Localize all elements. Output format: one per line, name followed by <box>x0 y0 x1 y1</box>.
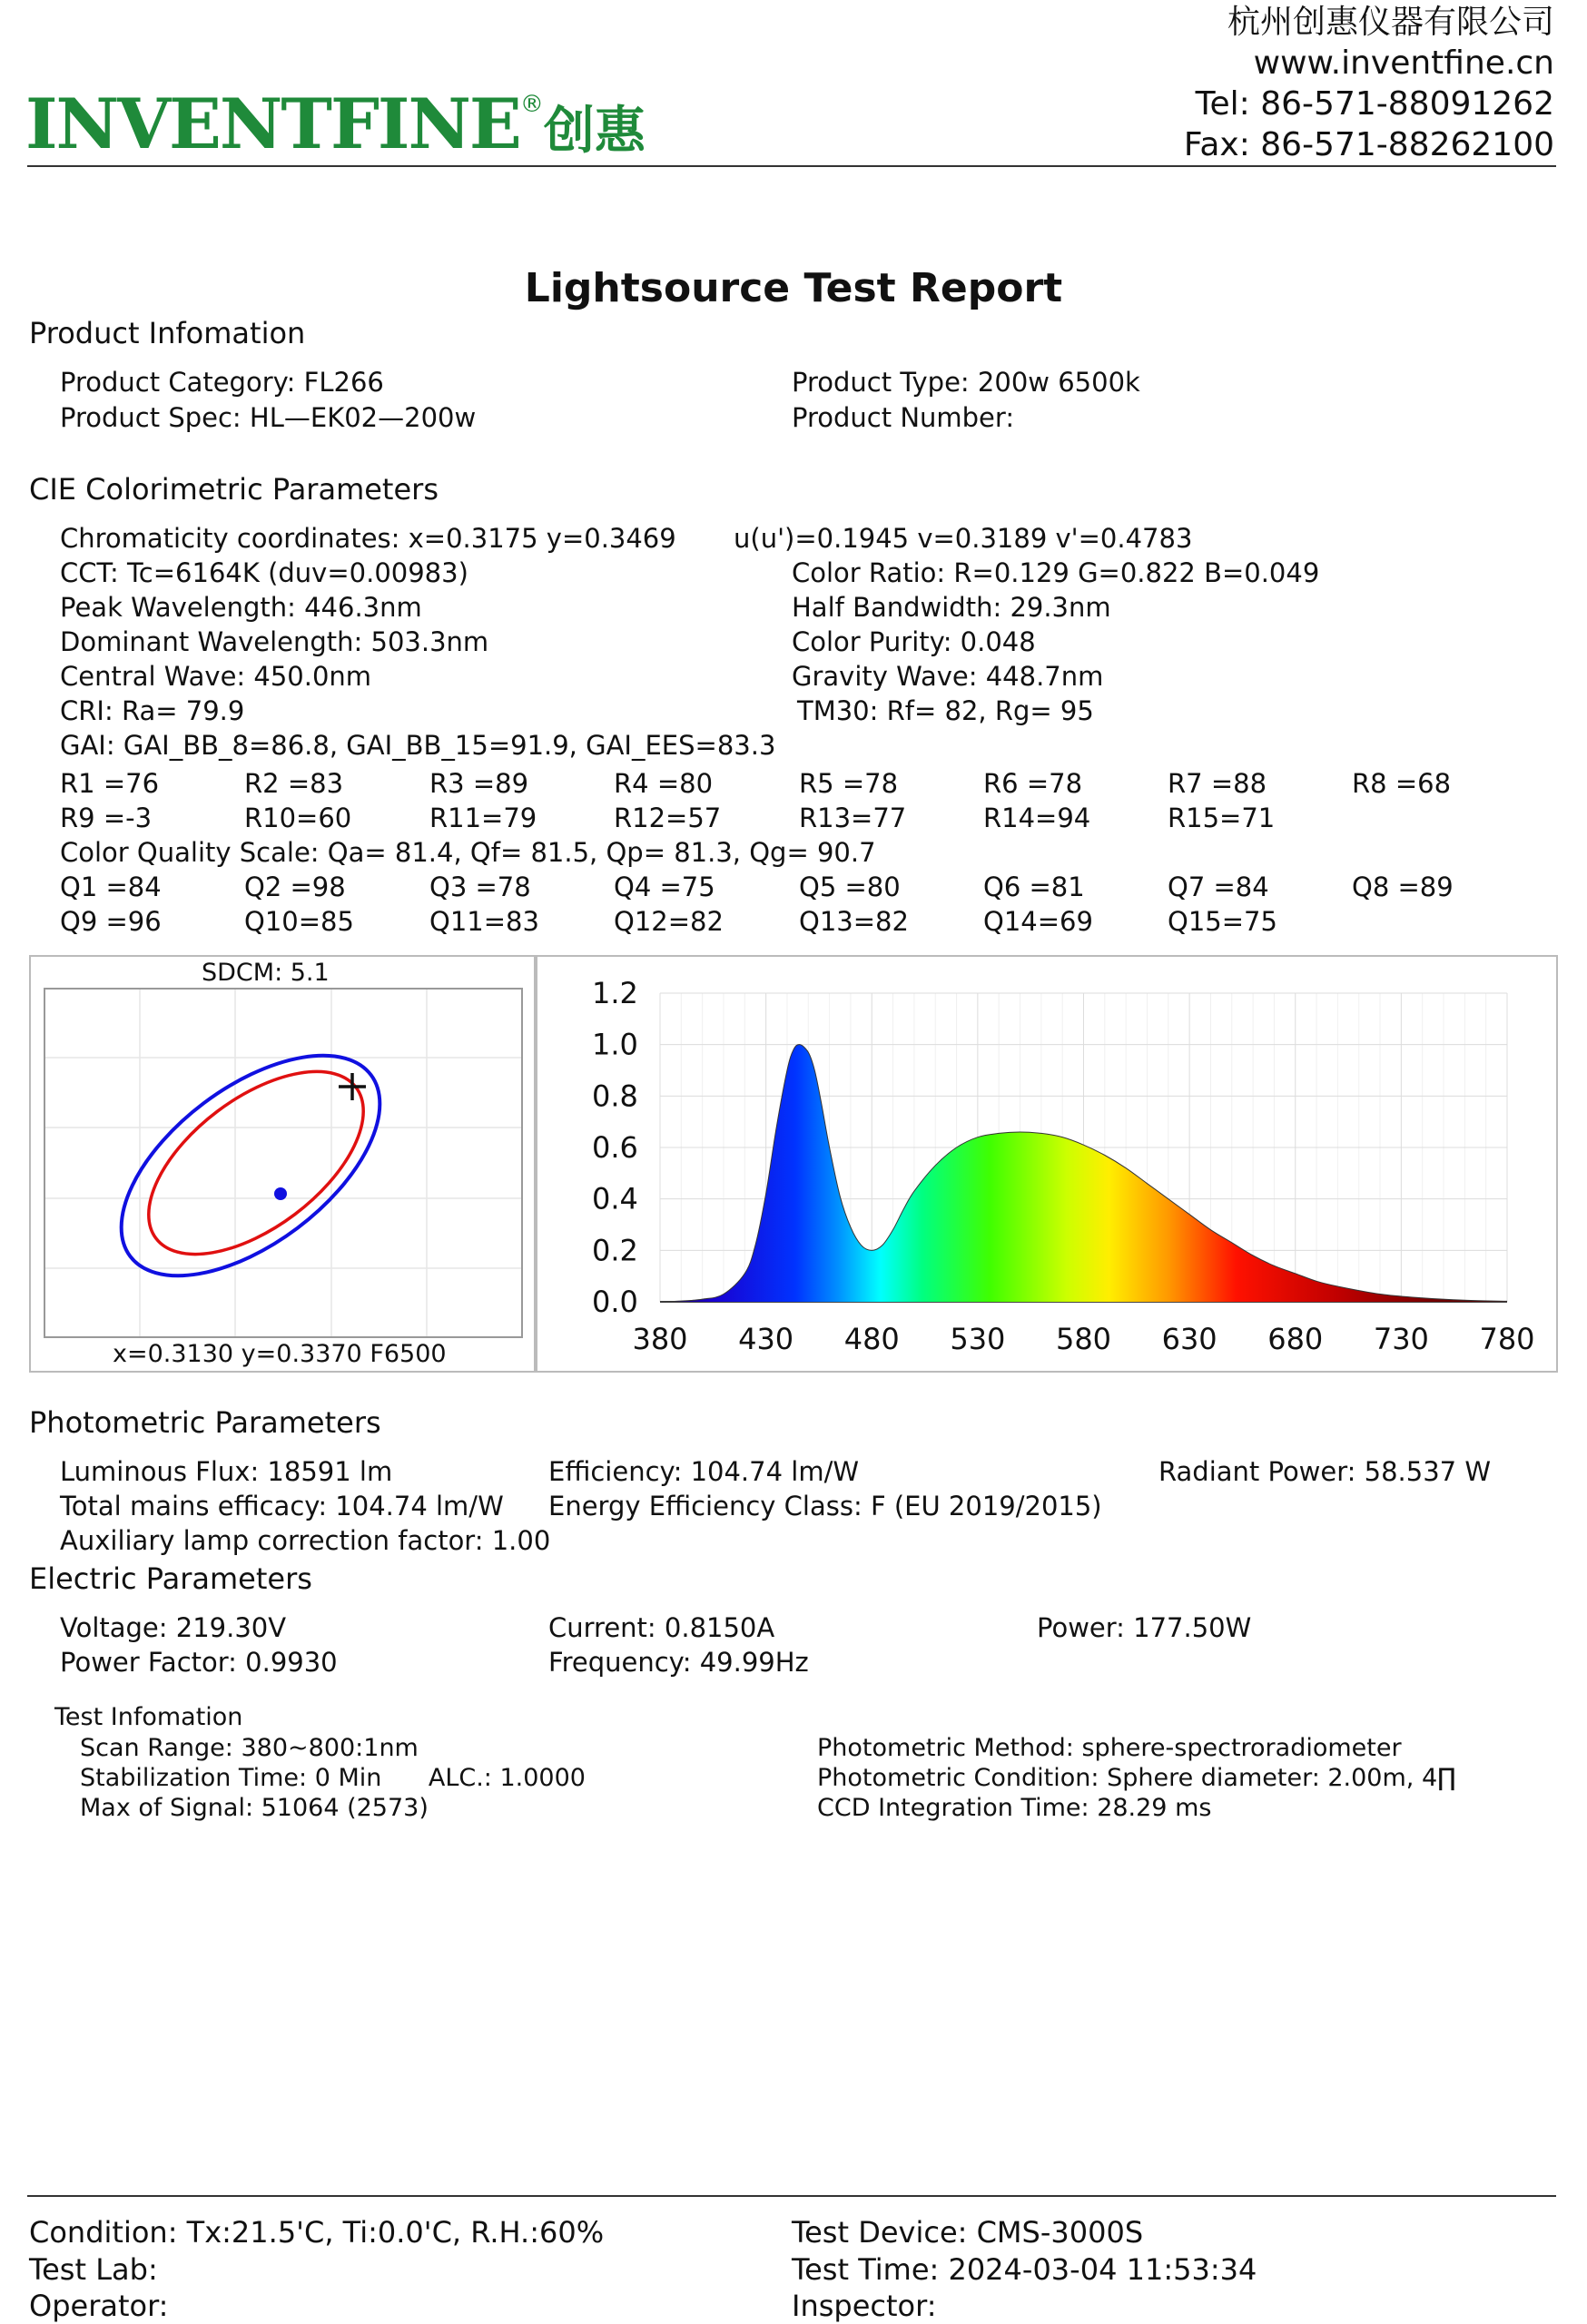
q-value: Q14=69 <box>983 906 1093 937</box>
y-tick-label: 0.0 <box>592 1285 638 1319</box>
q-value: Q8 =89 <box>1352 872 1454 902</box>
x-tick-label: 430 <box>738 1322 794 1356</box>
sdcm-grid <box>44 988 523 1338</box>
product-category: Product Category: FL266 <box>60 367 384 398</box>
x-tick-label: 780 <box>1479 1322 1535 1356</box>
radiant-power: Radiant Power: 58.537 W <box>1158 1456 1492 1487</box>
header-rule <box>27 165 1556 167</box>
frequency: Frequency: 49.99Hz <box>548 1647 809 1678</box>
company-logo <box>25 84 646 183</box>
r-value: R9 =-3 <box>60 803 153 833</box>
r-value: R13=77 <box>799 803 907 833</box>
q-value: Q1 =84 <box>60 872 162 902</box>
footer-rule <box>27 2195 1556 2197</box>
spectrum-chart <box>536 957 1556 1371</box>
total-mains-efficacy: Total mains efficacy: 104.74 lm/W <box>60 1491 504 1521</box>
q-value: Q9 =96 <box>60 906 162 937</box>
r-value: R12=57 <box>614 803 722 833</box>
tm30-value: TM30: Rf= 82, Rg= 95 <box>797 695 1094 726</box>
q-value: Q5 =80 <box>799 872 901 902</box>
r-value: R4 =80 <box>614 768 714 799</box>
sdcm-panel <box>29 955 537 1373</box>
logo-chinese: 创惠 <box>543 102 646 161</box>
auxiliary-correction-factor: Auxiliary lamp correction factor: 1.00 <box>60 1525 551 1556</box>
photometric-condition: Photometric Condition: Sphere diameter: 2.00m, 4∏ <box>817 1764 1456 1792</box>
y-tick-label: 1.0 <box>592 1027 638 1062</box>
r-value: R11=79 <box>429 803 537 833</box>
r-value: R2 =83 <box>244 768 344 799</box>
company-contact <box>1184 2 1554 165</box>
r-value: R15=71 <box>1168 803 1276 833</box>
company-tel: Tel: 86-571-88091262 <box>1195 85 1554 123</box>
y-tick-label: 1.2 <box>592 976 638 1010</box>
q-value: Q3 =78 <box>429 872 531 902</box>
report-title: Lightsource Test Report <box>524 265 1063 311</box>
cie-heading: CIE Colorimetric Parameters <box>29 472 439 507</box>
product-spec: Product Spec: HL—EK02—200w <box>60 402 477 433</box>
x-tick-label: 630 <box>1161 1322 1217 1356</box>
logo-text: INVENTFINE <box>25 84 520 164</box>
product-heading: Product Infomation <box>29 316 306 350</box>
sdcm-label: SDCM: 5.1 <box>202 959 330 987</box>
r-value: R7 =88 <box>1168 768 1267 799</box>
photometric-method: Photometric Method: sphere-spectroradiometer <box>817 1734 1402 1762</box>
test-info-heading: Test Infomation <box>54 1703 243 1731</box>
r-value: R3 =89 <box>429 768 529 799</box>
electric-heading: Electric Parameters <box>29 1561 312 1596</box>
spectrum-x-ticks <box>632 1322 1534 1356</box>
photometric-heading: Photometric Parameters <box>29 1405 381 1440</box>
color-purity: Color Purity: 0.048 <box>792 626 1036 657</box>
q-value: Q15=75 <box>1168 906 1277 937</box>
company-name-cn: 杭州创惠仪器有限公司 <box>1227 4 1554 41</box>
inspector: Inspector: <box>792 2289 937 2323</box>
current: Current: 0.8150A <box>548 1612 775 1643</box>
spectrum-y-ticks <box>592 976 638 1319</box>
sdcm-outer-ellipse <box>84 1012 419 1318</box>
q-value: Q13=82 <box>799 906 909 937</box>
r-value: R5 =78 <box>799 768 899 799</box>
q-value: Q12=82 <box>614 906 724 937</box>
sdcm-reference-point <box>274 1187 287 1200</box>
sdcm-coordinates: x=0.3130 y=0.3370 F6500 <box>113 1340 447 1368</box>
r-value: R8 =68 <box>1352 768 1452 799</box>
ccd-integration-time: CCD Integration Time: 28.29 ms <box>817 1794 1212 1822</box>
uv-coordinates: u(u')=0.1945 v=0.3189 v'=0.4783 <box>734 523 1193 554</box>
dominant-wavelength: Dominant Wavelength: 503.3nm <box>60 626 489 657</box>
color-quality-scale: Color Quality Scale: Qa= 81.4, Qf= 81.5, Qp= 81.3, Qg= 90.7 <box>60 837 876 868</box>
r-value: R14=94 <box>983 803 1091 833</box>
product-type: Product Type: 200w 6500k <box>792 367 1140 398</box>
y-tick-label: 0.2 <box>592 1233 638 1268</box>
x-tick-label: 380 <box>632 1322 688 1356</box>
voltage: Voltage: 219.30V <box>60 1612 287 1643</box>
x-tick-label: 530 <box>950 1322 1006 1356</box>
r-value: R6 =78 <box>983 768 1083 799</box>
power-factor: Power Factor: 0.9930 <box>60 1647 338 1678</box>
test-time: Test Time: 2024-03-04 11:53:34 <box>792 2252 1257 2287</box>
q-value: Q11=83 <box>429 906 539 937</box>
gravity-wave: Gravity Wave: 448.7nm <box>792 661 1104 692</box>
max-signal: Max of Signal: 51064 (2573) <box>80 1794 429 1822</box>
color-ratio: Color Ratio: R=0.129 G=0.822 B=0.049 <box>792 557 1320 588</box>
x-tick-label: 730 <box>1373 1322 1429 1356</box>
chromaticity-coordinates: Chromaticity coordinates: x=0.3175 y=0.3469 <box>60 523 676 554</box>
spectrum-panel <box>534 955 1558 1373</box>
x-tick-label: 580 <box>1055 1322 1112 1356</box>
test-lab: Test Lab: <box>29 2252 158 2287</box>
company-website: www.inventfine.cn <box>1253 44 1554 82</box>
r-value: R10=60 <box>244 803 352 833</box>
cri-value: CRI: Ra= 79.9 <box>60 695 245 726</box>
company-fax: Fax: 86-571-88262100 <box>1183 126 1554 163</box>
product-number: Product Number: <box>792 402 1015 433</box>
q-value: Q4 =75 <box>614 872 715 902</box>
scan-range: Scan Range: 380~800:1nm <box>80 1734 419 1762</box>
y-tick-label: 0.6 <box>592 1130 638 1165</box>
test-device: Test Device: CMS-3000S <box>792 2215 1144 2250</box>
operator: Operator: <box>29 2289 169 2323</box>
y-tick-label: 0.4 <box>592 1181 638 1216</box>
half-bandwidth: Half Bandwidth: 29.3nm <box>792 592 1111 623</box>
test-condition: Condition: Tx:21.5'C, Ti:0.0'C, R.H.:60% <box>29 2215 605 2250</box>
q-value: Q7 =84 <box>1168 872 1269 902</box>
stabilization-time: Stabilization Time: 0 Min ALC.: 1.0000 <box>80 1764 586 1792</box>
energy-efficiency-class: Energy Efficiency Class: F (EU 2019/2015) <box>548 1491 1102 1521</box>
logo-registered-mark: ® <box>519 91 544 118</box>
q-value: Q6 =81 <box>983 872 1085 902</box>
sdcm-ellipse-plot <box>44 988 523 1338</box>
gai-values: GAI: GAI_BB_8=86.8, GAI_BB_15=91.9, GAI_EES=83.3 <box>60 730 776 761</box>
r-value: R1 =76 <box>60 768 160 799</box>
power: Power: 177.50W <box>1037 1612 1252 1643</box>
x-tick-label: 680 <box>1267 1322 1324 1356</box>
x-tick-label: 480 <box>843 1322 900 1356</box>
q-value: Q2 =98 <box>244 872 346 902</box>
efficiency: Efficiency: 104.74 lm/W <box>548 1456 860 1487</box>
cct-value: CCT: Tc=6164K (duv=0.00983) <box>60 557 468 588</box>
y-tick-label: 0.8 <box>592 1078 638 1114</box>
q-value: Q10=85 <box>244 906 354 937</box>
peak-wavelength: Peak Wavelength: 446.3nm <box>60 592 422 623</box>
central-wave: Central Wave: 450.0nm <box>60 661 372 692</box>
sdcm-plot-frame <box>44 989 522 1337</box>
luminous-flux: Luminous Flux: 18591 lm <box>60 1456 393 1487</box>
